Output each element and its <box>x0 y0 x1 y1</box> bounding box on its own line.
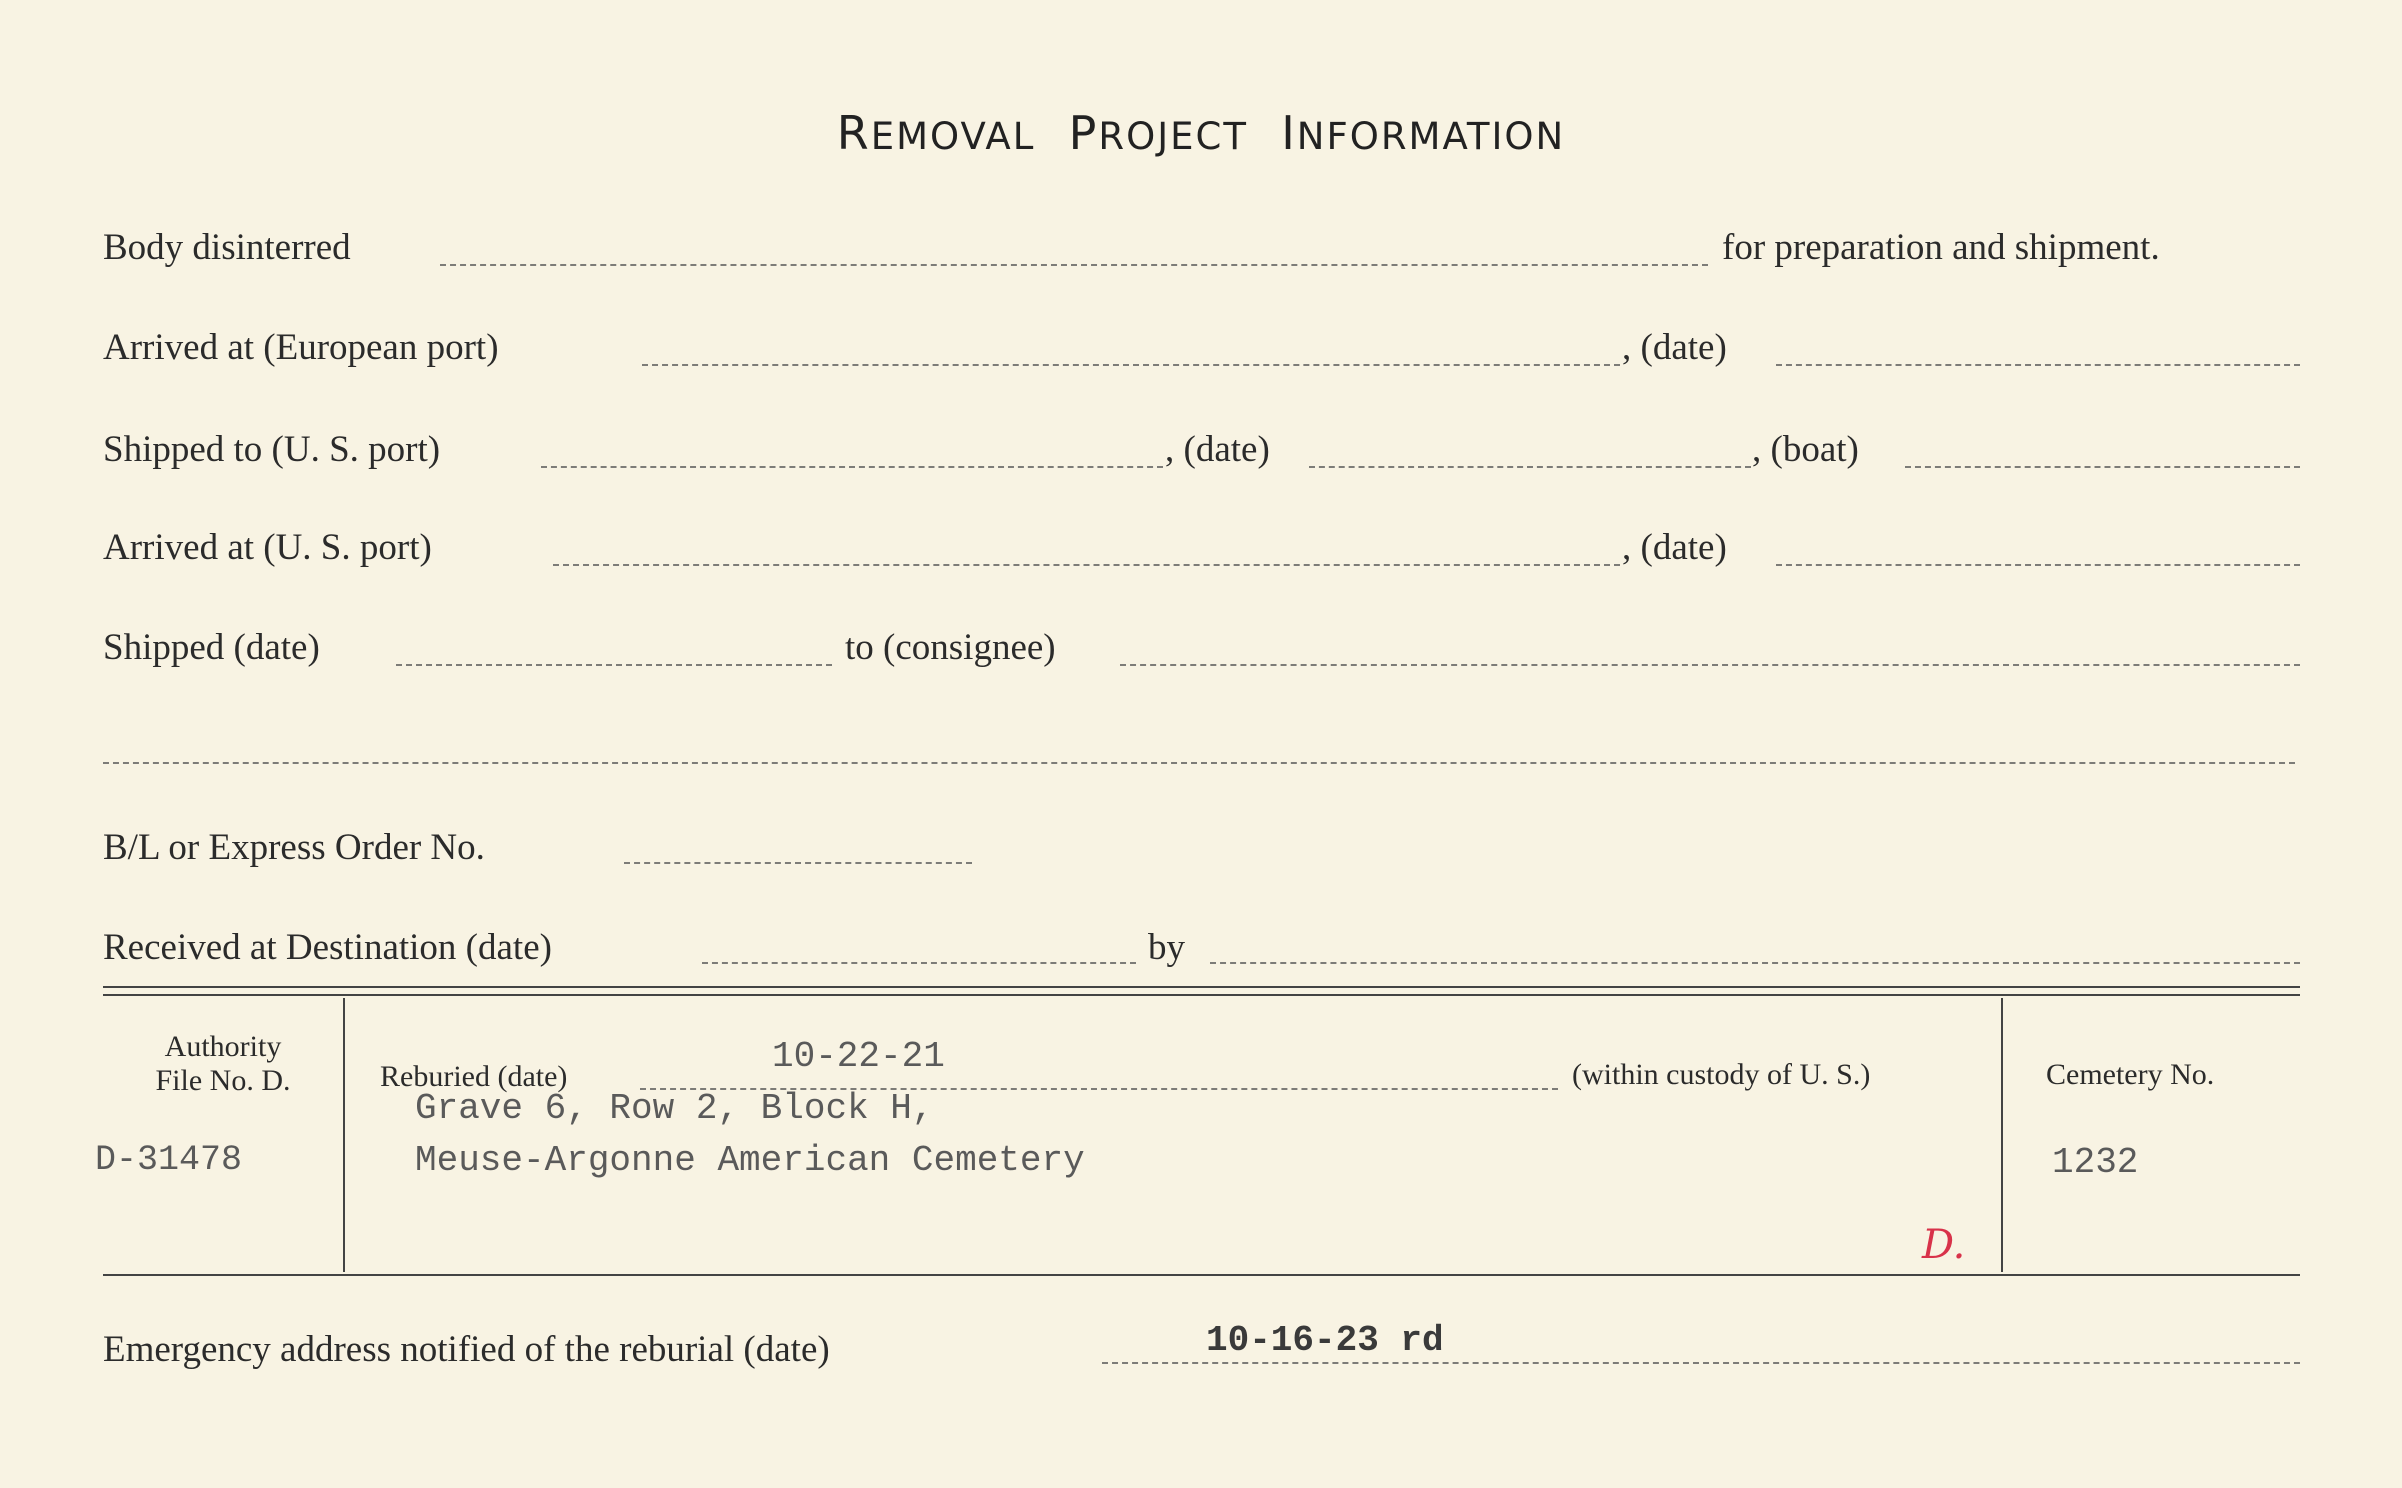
title-initial: I <box>1281 106 1297 160</box>
bl-order-label: B/L or Express Order No. <box>103 827 485 868</box>
received-by-field[interactable] <box>1210 962 2300 964</box>
body-disinterred-label: Body disinterred <box>103 227 351 268</box>
for-preparation-label: for preparation and shipment. <box>1722 227 2160 268</box>
reburied-date-value: 10-22-21 <box>772 1036 945 1077</box>
reburied-label: Reburied (date) <box>380 1060 568 1093</box>
emergency-label: Emergency address notified of the reburial (date) <box>103 1329 830 1370</box>
consignee-label: to (consignee) <box>845 627 1056 668</box>
column-divider <box>2001 998 2003 1272</box>
title-word: NFORMATION <box>1296 115 1566 158</box>
authority-label-line1: Authority <box>164 1030 282 1063</box>
arrived-us-label: Arrived at (U. S. port) <box>103 527 432 568</box>
title-initial: P <box>1068 106 1099 160</box>
date-label: , (date) <box>1622 527 1727 568</box>
grave-location-value: Grave 6, Row 2, Block H, <box>415 1088 934 1129</box>
bl-order-field[interactable] <box>624 862 972 864</box>
boat-field[interactable] <box>1905 466 2300 468</box>
title-word: EMOVAL <box>870 115 1036 158</box>
european-date-field[interactable] <box>1776 364 2300 366</box>
authority-label <box>120 1030 326 1098</box>
cemetery-name-value: Meuse-Argonne American Cemetery <box>415 1140 1085 1181</box>
shipped-date-field[interactable] <box>1309 466 1751 468</box>
file-number-value: D-31478 <box>95 1140 243 1180</box>
consignee-field[interactable] <box>1120 664 2300 666</box>
notified-date-value: 10-16-23 rd <box>1206 1320 1444 1361</box>
divider <box>103 1274 2300 1276</box>
divider <box>103 994 2300 996</box>
emergency-date-field[interactable] <box>1102 1362 2300 1364</box>
column-divider <box>343 998 345 1272</box>
consignee-continuation-field[interactable] <box>103 762 2295 764</box>
received-label: Received at Destination (date) <box>103 927 552 968</box>
by-label: by <box>1148 927 1185 968</box>
cemetery-no-value: 1232 <box>2052 1142 2139 1183</box>
cemetery-no-label: Cemetery No. <box>2046 1058 2215 1091</box>
shipped-to-label: Shipped to (U. S. port) <box>103 429 441 470</box>
title-word: ROJECT <box>1098 115 1248 158</box>
arrived-european-label: Arrived at (European port) <box>103 327 499 368</box>
shipped-date-label: Shipped (date) <box>103 627 320 668</box>
received-date-field[interactable] <box>702 962 1136 964</box>
european-port-field[interactable] <box>642 364 1620 366</box>
arrived-us-port-field[interactable] <box>553 564 1620 566</box>
divider <box>103 986 2300 988</box>
date-label: , (date) <box>1165 429 1270 470</box>
boat-label: , (boat) <box>1752 429 1859 470</box>
red-initials-mark: D. <box>1922 1222 1966 1268</box>
authority-label-line2: File No. D. <box>155 1064 291 1097</box>
title-initial: R <box>836 106 871 160</box>
arrived-us-date-field[interactable] <box>1776 564 2300 566</box>
date-label: , (date) <box>1622 327 1727 368</box>
within-custody-label: (within custody of U. S.) <box>1572 1058 1871 1091</box>
body-disinterred-field[interactable] <box>440 264 1708 266</box>
us-port-field[interactable] <box>541 466 1163 468</box>
shipped-date-field[interactable] <box>396 664 832 666</box>
card-title <box>0 106 2402 160</box>
